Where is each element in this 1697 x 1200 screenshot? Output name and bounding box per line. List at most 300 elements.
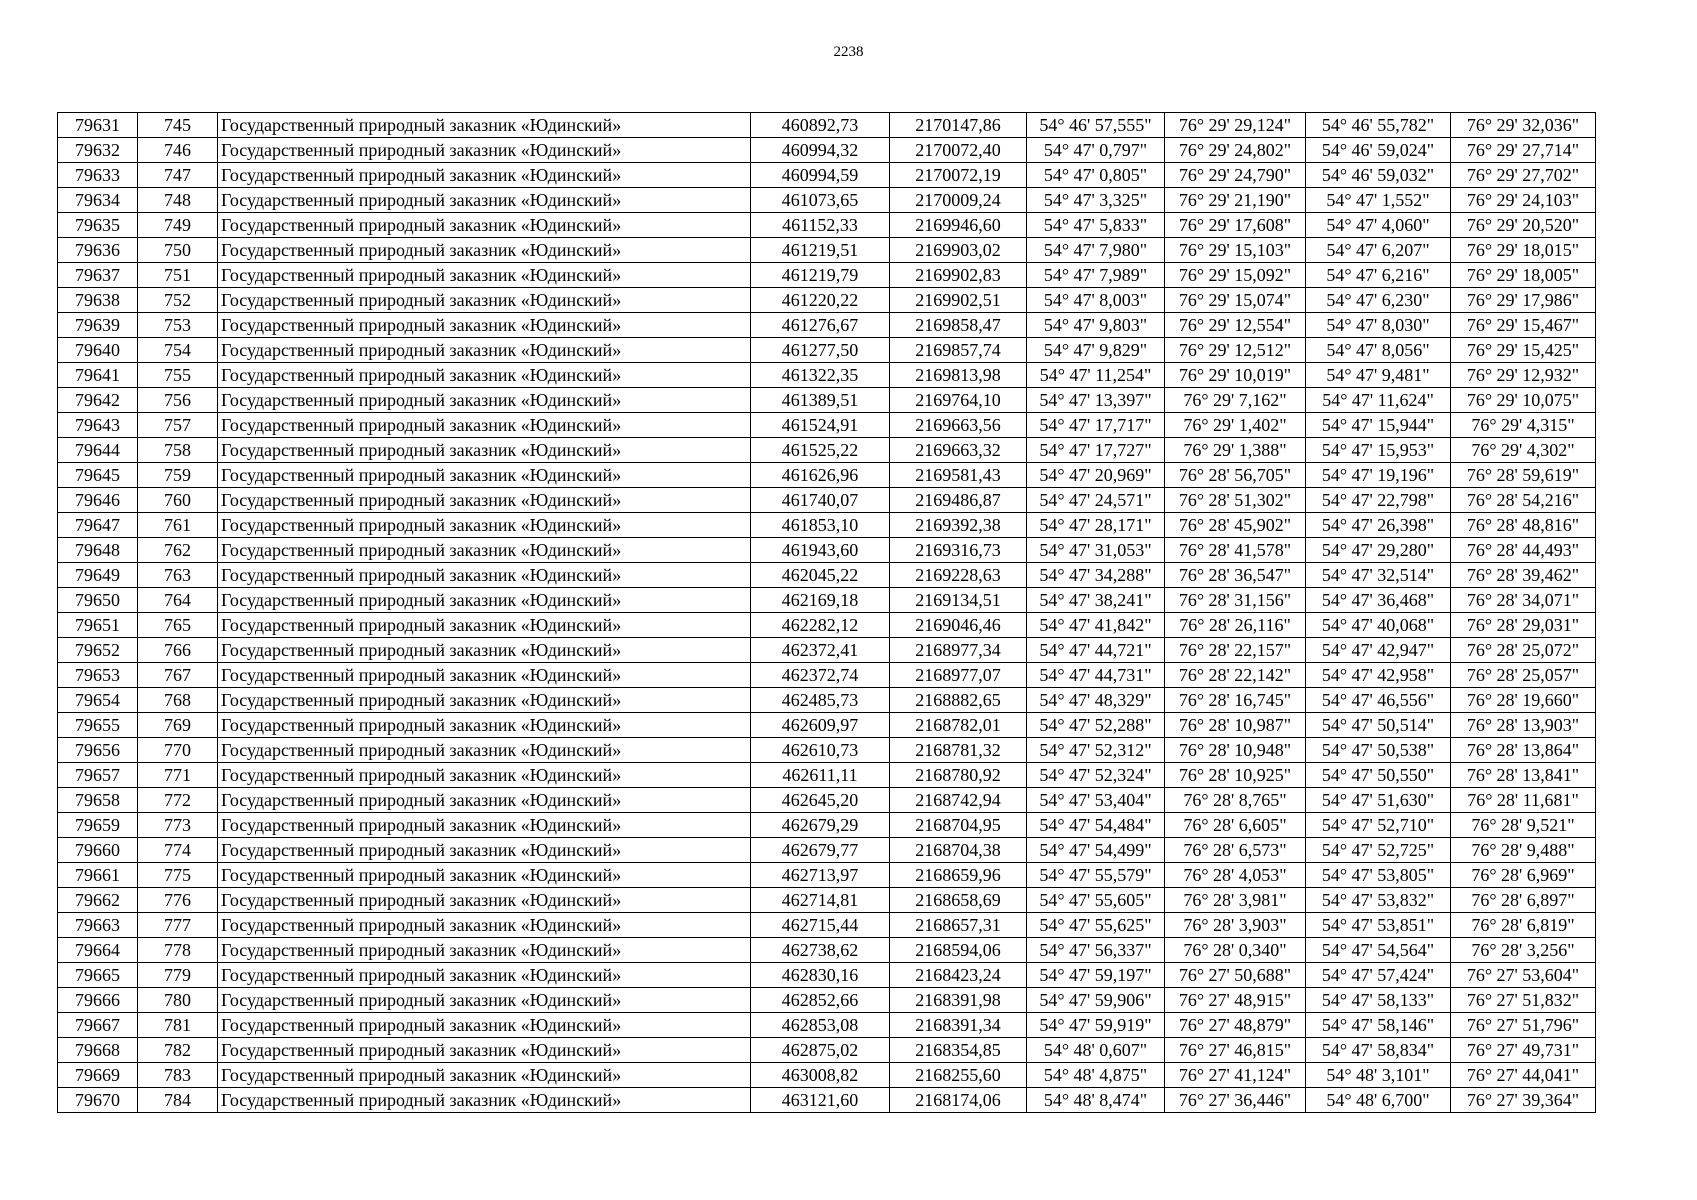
zone-name-cell: Государственный природный заказник «Юдинский» [218, 613, 751, 638]
record-id-cell: 79645 [58, 463, 138, 488]
table-row [58, 1088, 1596, 1113]
longitude-1-cell: 76° 28' 6,605" [1165, 813, 1306, 838]
longitude-2-cell: 76° 28' 19,660" [1451, 688, 1596, 713]
point-number-cell: 755 [138, 363, 218, 388]
latitude-2-cell: 54° 47' 8,056" [1306, 338, 1451, 363]
latitude-2-cell: 54° 47' 58,133" [1306, 988, 1451, 1013]
y-coordinate-cell: 2169858,47 [890, 313, 1027, 338]
table-row [58, 463, 1596, 488]
table-row [58, 1038, 1596, 1063]
longitude-1-cell: 76° 28' 26,116" [1165, 613, 1306, 638]
longitude-2-cell: 76° 27' 44,041" [1451, 1063, 1596, 1088]
x-coordinate-cell: 460892,73 [751, 113, 890, 138]
point-number-cell: 777 [138, 913, 218, 938]
longitude-1-cell: 76° 27' 48,879" [1165, 1013, 1306, 1038]
x-coordinate-cell: 462645,20 [751, 788, 890, 813]
record-id-cell: 79670 [58, 1088, 138, 1113]
longitude-1-cell: 76° 27' 46,815" [1165, 1038, 1306, 1063]
zone-name-cell: Государственный природный заказник «Юдинский» [218, 488, 751, 513]
x-coordinate-cell: 461524,91 [751, 413, 890, 438]
latitude-2-cell: 54° 46' 59,024" [1306, 138, 1451, 163]
zone-name-cell: Государственный природный заказник «Юдинский» [218, 988, 751, 1013]
zone-name-cell: Государственный природный заказник «Юдинский» [218, 213, 751, 238]
point-number-cell: 749 [138, 213, 218, 238]
record-id-cell: 79660 [58, 838, 138, 863]
longitude-1-cell: 76° 28' 51,302" [1165, 488, 1306, 513]
latitude-2-cell: 54° 47' 4,060" [1306, 213, 1451, 238]
latitude-1-cell: 54° 47' 31,053" [1027, 538, 1165, 563]
latitude-1-cell: 54° 47' 44,731" [1027, 663, 1165, 688]
latitude-1-cell: 54° 47' 59,197" [1027, 963, 1165, 988]
record-id-cell: 79668 [58, 1038, 138, 1063]
zone-name-cell: Государственный природный заказник «Юдинский» [218, 288, 751, 313]
longitude-1-cell: 76° 28' 10,987" [1165, 713, 1306, 738]
x-coordinate-cell: 462852,66 [751, 988, 890, 1013]
latitude-1-cell: 54° 47' 34,288" [1027, 563, 1165, 588]
longitude-1-cell: 76° 29' 15,074" [1165, 288, 1306, 313]
longitude-1-cell: 76° 29' 15,092" [1165, 263, 1306, 288]
latitude-1-cell: 54° 47' 55,579" [1027, 863, 1165, 888]
table-body [58, 113, 1596, 1113]
longitude-2-cell: 76° 28' 13,841" [1451, 763, 1596, 788]
latitude-1-cell: 54° 46' 57,555" [1027, 113, 1165, 138]
longitude-1-cell: 76° 28' 16,745" [1165, 688, 1306, 713]
record-id-cell: 79648 [58, 538, 138, 563]
y-coordinate-cell: 2170009,24 [890, 188, 1027, 213]
latitude-1-cell: 54° 47' 52,324" [1027, 763, 1165, 788]
longitude-2-cell: 76° 27' 51,796" [1451, 1013, 1596, 1038]
point-number-cell: 771 [138, 763, 218, 788]
x-coordinate-cell: 462679,77 [751, 838, 890, 863]
latitude-1-cell: 54° 47' 5,833" [1027, 213, 1165, 238]
y-coordinate-cell: 2168594,06 [890, 938, 1027, 963]
longitude-2-cell: 76° 29' 15,425" [1451, 338, 1596, 363]
x-coordinate-cell: 462372,74 [751, 663, 890, 688]
latitude-2-cell: 54° 47' 58,834" [1306, 1038, 1451, 1063]
latitude-1-cell: 54° 47' 8,003" [1027, 288, 1165, 313]
latitude-1-cell: 54° 47' 9,829" [1027, 338, 1165, 363]
point-number-cell: 751 [138, 263, 218, 288]
x-coordinate-cell: 461277,50 [751, 338, 890, 363]
x-coordinate-cell: 460994,59 [751, 163, 890, 188]
latitude-2-cell: 54° 47' 32,514" [1306, 563, 1451, 588]
latitude-1-cell: 54° 47' 11,254" [1027, 363, 1165, 388]
latitude-2-cell: 54° 47' 42,958" [1306, 663, 1451, 688]
latitude-2-cell: 54° 47' 36,468" [1306, 588, 1451, 613]
latitude-1-cell: 54° 47' 28,171" [1027, 513, 1165, 538]
latitude-1-cell: 54° 47' 0,805" [1027, 163, 1165, 188]
point-number-cell: 781 [138, 1013, 218, 1038]
table-row [58, 1063, 1596, 1088]
latitude-2-cell: 54° 47' 54,564" [1306, 938, 1451, 963]
y-coordinate-cell: 2168882,65 [890, 688, 1027, 713]
point-number-cell: 766 [138, 638, 218, 663]
zone-name-cell: Государственный природный заказник «Юдинский» [218, 938, 751, 963]
record-id-cell: 79642 [58, 388, 138, 413]
y-coordinate-cell: 2169663,32 [890, 438, 1027, 463]
record-id-cell: 79666 [58, 988, 138, 1013]
latitude-2-cell: 54° 47' 19,196" [1306, 463, 1451, 488]
latitude-2-cell: 54° 47' 52,725" [1306, 838, 1451, 863]
longitude-2-cell: 76° 28' 54,216" [1451, 488, 1596, 513]
table-row [58, 138, 1596, 163]
record-id-cell: 79639 [58, 313, 138, 338]
point-number-cell: 769 [138, 713, 218, 738]
x-coordinate-cell: 462609,97 [751, 713, 890, 738]
longitude-1-cell: 76° 28' 45,902" [1165, 513, 1306, 538]
zone-name-cell: Государственный природный заказник «Юдинский» [218, 388, 751, 413]
x-coordinate-cell: 461219,79 [751, 263, 890, 288]
record-id-cell: 79655 [58, 713, 138, 738]
record-id-cell: 79656 [58, 738, 138, 763]
longitude-2-cell: 76° 27' 53,604" [1451, 963, 1596, 988]
table-row [58, 938, 1596, 963]
longitude-1-cell: 76° 29' 7,162" [1165, 388, 1306, 413]
longitude-2-cell: 76° 28' 13,903" [1451, 713, 1596, 738]
y-coordinate-cell: 2169903,02 [890, 238, 1027, 263]
latitude-1-cell: 54° 47' 7,989" [1027, 263, 1165, 288]
zone-name-cell: Государственный природный заказник «Юдинский» [218, 413, 751, 438]
longitude-2-cell: 76° 29' 4,315" [1451, 413, 1596, 438]
longitude-1-cell: 76° 28' 10,925" [1165, 763, 1306, 788]
longitude-1-cell: 76° 28' 22,157" [1165, 638, 1306, 663]
record-id-cell: 79653 [58, 663, 138, 688]
y-coordinate-cell: 2169813,98 [890, 363, 1027, 388]
record-id-cell: 79665 [58, 963, 138, 988]
longitude-2-cell: 76° 28' 11,681" [1451, 788, 1596, 813]
point-number-cell: 747 [138, 163, 218, 188]
latitude-2-cell: 54° 47' 53,851" [1306, 913, 1451, 938]
longitude-1-cell: 76° 27' 41,124" [1165, 1063, 1306, 1088]
x-coordinate-cell: 461740,07 [751, 488, 890, 513]
longitude-1-cell: 76° 28' 41,578" [1165, 538, 1306, 563]
longitude-2-cell: 76° 29' 27,702" [1451, 163, 1596, 188]
longitude-2-cell: 76° 28' 9,488" [1451, 838, 1596, 863]
x-coordinate-cell: 461276,67 [751, 313, 890, 338]
latitude-2-cell: 54° 47' 29,280" [1306, 538, 1451, 563]
record-id-cell: 79643 [58, 413, 138, 438]
y-coordinate-cell: 2169902,83 [890, 263, 1027, 288]
table-row [58, 888, 1596, 913]
y-coordinate-cell: 2169486,87 [890, 488, 1027, 513]
record-id-cell: 79662 [58, 888, 138, 913]
y-coordinate-cell: 2168391,98 [890, 988, 1027, 1013]
latitude-1-cell: 54° 47' 52,288" [1027, 713, 1165, 738]
x-coordinate-cell: 463121,60 [751, 1088, 890, 1113]
x-coordinate-cell: 462610,73 [751, 738, 890, 763]
longitude-1-cell: 76° 28' 31,156" [1165, 588, 1306, 613]
latitude-2-cell: 54° 47' 8,030" [1306, 313, 1451, 338]
latitude-1-cell: 54° 48' 0,607" [1027, 1038, 1165, 1063]
point-number-cell: 774 [138, 838, 218, 863]
y-coordinate-cell: 2169764,10 [890, 388, 1027, 413]
point-number-cell: 761 [138, 513, 218, 538]
latitude-1-cell: 54° 47' 7,980" [1027, 238, 1165, 263]
latitude-1-cell: 54° 47' 9,803" [1027, 313, 1165, 338]
latitude-2-cell: 54° 47' 11,624" [1306, 388, 1451, 413]
y-coordinate-cell: 2168977,34 [890, 638, 1027, 663]
x-coordinate-cell: 462853,08 [751, 1013, 890, 1038]
x-coordinate-cell: 462714,81 [751, 888, 890, 913]
longitude-1-cell: 76° 29' 15,103" [1165, 238, 1306, 263]
record-id-cell: 79651 [58, 613, 138, 638]
latitude-2-cell: 54° 47' 40,068" [1306, 613, 1451, 638]
point-number-cell: 750 [138, 238, 218, 263]
x-coordinate-cell: 462830,16 [751, 963, 890, 988]
zone-name-cell: Государственный природный заказник «Юдинский» [218, 1088, 751, 1113]
longitude-1-cell: 76° 28' 3,903" [1165, 913, 1306, 938]
latitude-1-cell: 54° 47' 55,605" [1027, 888, 1165, 913]
x-coordinate-cell: 462679,29 [751, 813, 890, 838]
zone-name-cell: Государственный природный заказник «Юдинский» [218, 513, 751, 538]
latitude-1-cell: 54° 47' 54,484" [1027, 813, 1165, 838]
latitude-1-cell: 54° 47' 38,241" [1027, 588, 1165, 613]
x-coordinate-cell: 461322,35 [751, 363, 890, 388]
zone-name-cell: Государственный природный заказник «Юдинский» [218, 588, 751, 613]
record-id-cell: 79667 [58, 1013, 138, 1038]
latitude-1-cell: 54° 47' 59,906" [1027, 988, 1165, 1013]
zone-name-cell: Государственный природный заказник «Юдинский» [218, 763, 751, 788]
longitude-1-cell: 76° 27' 36,446" [1165, 1088, 1306, 1113]
latitude-2-cell: 54° 47' 9,481" [1306, 363, 1451, 388]
x-coordinate-cell: 462045,22 [751, 563, 890, 588]
latitude-1-cell: 54° 47' 56,337" [1027, 938, 1165, 963]
longitude-2-cell: 76° 28' 44,493" [1451, 538, 1596, 563]
table-row [58, 838, 1596, 863]
point-number-cell: 756 [138, 388, 218, 413]
longitude-1-cell: 76° 29' 12,512" [1165, 338, 1306, 363]
x-coordinate-cell: 462485,73 [751, 688, 890, 713]
longitude-2-cell: 76° 28' 9,521" [1451, 813, 1596, 838]
longitude-2-cell: 76° 28' 48,816" [1451, 513, 1596, 538]
table-row [58, 613, 1596, 638]
zone-name-cell: Государственный природный заказник «Юдинский» [218, 438, 751, 463]
latitude-2-cell: 54° 46' 59,032" [1306, 163, 1451, 188]
zone-name-cell: Государственный природный заказник «Юдинский» [218, 113, 751, 138]
latitude-1-cell: 54° 48' 8,474" [1027, 1088, 1165, 1113]
longitude-2-cell: 76° 27' 39,364" [1451, 1088, 1596, 1113]
record-id-cell: 79664 [58, 938, 138, 963]
point-number-cell: 765 [138, 613, 218, 638]
latitude-2-cell: 54° 48' 6,700" [1306, 1088, 1451, 1113]
longitude-2-cell: 76° 29' 18,015" [1451, 238, 1596, 263]
zone-name-cell: Государственный природный заказник «Юдинский» [218, 688, 751, 713]
point-number-cell: 773 [138, 813, 218, 838]
table-row [58, 988, 1596, 1013]
y-coordinate-cell: 2168780,92 [890, 763, 1027, 788]
latitude-1-cell: 54° 47' 53,404" [1027, 788, 1165, 813]
table-row [58, 963, 1596, 988]
zone-name-cell: Государственный природный заказник «Юдинский» [218, 538, 751, 563]
y-coordinate-cell: 2168423,24 [890, 963, 1027, 988]
record-id-cell: 79640 [58, 338, 138, 363]
zone-name-cell: Государственный природный заказник «Юдинский» [218, 738, 751, 763]
longitude-2-cell: 76° 29' 4,302" [1451, 438, 1596, 463]
x-coordinate-cell: 461943,60 [751, 538, 890, 563]
table-row [58, 438, 1596, 463]
zone-name-cell: Государственный природный заказник «Юдинский» [218, 163, 751, 188]
point-number-cell: 775 [138, 863, 218, 888]
record-id-cell: 79650 [58, 588, 138, 613]
point-number-cell: 748 [138, 188, 218, 213]
longitude-1-cell: 76° 29' 1,402" [1165, 413, 1306, 438]
point-number-cell: 745 [138, 113, 218, 138]
record-id-cell: 79638 [58, 288, 138, 313]
x-coordinate-cell: 462282,12 [751, 613, 890, 638]
point-number-cell: 758 [138, 438, 218, 463]
x-coordinate-cell: 462738,62 [751, 938, 890, 963]
y-coordinate-cell: 2168704,95 [890, 813, 1027, 838]
longitude-2-cell: 76° 29' 12,932" [1451, 363, 1596, 388]
point-number-cell: 754 [138, 338, 218, 363]
latitude-1-cell: 54° 47' 54,499" [1027, 838, 1165, 863]
table-row [58, 538, 1596, 563]
latitude-2-cell: 54° 47' 6,216" [1306, 263, 1451, 288]
table-row [58, 588, 1596, 613]
y-coordinate-cell: 2169663,56 [890, 413, 1027, 438]
x-coordinate-cell: 461853,10 [751, 513, 890, 538]
point-number-cell: 763 [138, 563, 218, 588]
longitude-2-cell: 76° 29' 32,036" [1451, 113, 1596, 138]
latitude-1-cell: 54° 47' 59,919" [1027, 1013, 1165, 1038]
record-id-cell: 79644 [58, 438, 138, 463]
x-coordinate-cell: 461073,65 [751, 188, 890, 213]
longitude-1-cell: 76° 29' 21,190" [1165, 188, 1306, 213]
record-id-cell: 79659 [58, 813, 138, 838]
point-number-cell: 780 [138, 988, 218, 1013]
record-id-cell: 79658 [58, 788, 138, 813]
longitude-2-cell: 76° 28' 13,864" [1451, 738, 1596, 763]
longitude-2-cell: 76° 28' 6,969" [1451, 863, 1596, 888]
table-row [58, 263, 1596, 288]
table-row [58, 1013, 1596, 1038]
latitude-1-cell: 54° 47' 44,721" [1027, 638, 1165, 663]
point-number-cell: 779 [138, 963, 218, 988]
x-coordinate-cell: 462715,44 [751, 913, 890, 938]
y-coordinate-cell: 2169316,73 [890, 538, 1027, 563]
table-row [58, 738, 1596, 763]
table-row [58, 113, 1596, 138]
latitude-1-cell: 54° 47' 17,727" [1027, 438, 1165, 463]
x-coordinate-cell: 462875,02 [751, 1038, 890, 1063]
y-coordinate-cell: 2168657,31 [890, 913, 1027, 938]
table-row [58, 313, 1596, 338]
table-row [58, 338, 1596, 363]
y-coordinate-cell: 2169946,60 [890, 213, 1027, 238]
longitude-1-cell: 76° 28' 8,765" [1165, 788, 1306, 813]
record-id-cell: 79661 [58, 863, 138, 888]
longitude-1-cell: 76° 28' 6,573" [1165, 838, 1306, 863]
table-row [58, 563, 1596, 588]
table-row [58, 863, 1596, 888]
longitude-1-cell: 76° 29' 12,554" [1165, 313, 1306, 338]
table-row [58, 713, 1596, 738]
longitude-2-cell: 76° 29' 10,075" [1451, 388, 1596, 413]
x-coordinate-cell: 462611,11 [751, 763, 890, 788]
x-coordinate-cell: 461525,22 [751, 438, 890, 463]
longitude-1-cell: 76° 28' 10,948" [1165, 738, 1306, 763]
latitude-2-cell: 54° 47' 53,832" [1306, 888, 1451, 913]
y-coordinate-cell: 2170072,19 [890, 163, 1027, 188]
record-id-cell: 79649 [58, 563, 138, 588]
y-coordinate-cell: 2168659,96 [890, 863, 1027, 888]
table-row [58, 413, 1596, 438]
x-coordinate-cell: 461219,51 [751, 238, 890, 263]
longitude-2-cell: 76° 28' 25,072" [1451, 638, 1596, 663]
zone-name-cell: Государственный природный заказник «Юдинский» [218, 138, 751, 163]
coordinates-table [57, 112, 1596, 1113]
record-id-cell: 79657 [58, 763, 138, 788]
latitude-2-cell: 54° 47' 15,944" [1306, 413, 1451, 438]
zone-name-cell: Государственный природный заказник «Юдинский» [218, 813, 751, 838]
table-row [58, 763, 1596, 788]
y-coordinate-cell: 2168354,85 [890, 1038, 1027, 1063]
y-coordinate-cell: 2168742,94 [890, 788, 1027, 813]
point-number-cell: 783 [138, 1063, 218, 1088]
x-coordinate-cell: 462713,97 [751, 863, 890, 888]
latitude-1-cell: 54° 47' 55,625" [1027, 913, 1165, 938]
zone-name-cell: Государственный природный заказник «Юдинский» [218, 1038, 751, 1063]
latitude-2-cell: 54° 47' 57,424" [1306, 963, 1451, 988]
point-number-cell: 782 [138, 1038, 218, 1063]
longitude-2-cell: 76° 29' 27,714" [1451, 138, 1596, 163]
latitude-1-cell: 54° 47' 0,797" [1027, 138, 1165, 163]
table-row [58, 788, 1596, 813]
longitude-2-cell: 76° 27' 51,832" [1451, 988, 1596, 1013]
y-coordinate-cell: 2168255,60 [890, 1063, 1027, 1088]
latitude-2-cell: 54° 47' 58,146" [1306, 1013, 1451, 1038]
y-coordinate-cell: 2168658,69 [890, 888, 1027, 913]
y-coordinate-cell: 2170147,86 [890, 113, 1027, 138]
point-number-cell: 770 [138, 738, 218, 763]
zone-name-cell: Государственный природный заказник «Юдинский» [218, 238, 751, 263]
longitude-2-cell: 76° 28' 25,057" [1451, 663, 1596, 688]
y-coordinate-cell: 2168782,01 [890, 713, 1027, 738]
y-coordinate-cell: 2168174,06 [890, 1088, 1027, 1113]
y-coordinate-cell: 2170072,40 [890, 138, 1027, 163]
record-id-cell: 79634 [58, 188, 138, 213]
latitude-2-cell: 54° 47' 50,538" [1306, 738, 1451, 763]
record-id-cell: 79633 [58, 163, 138, 188]
point-number-cell: 772 [138, 788, 218, 813]
latitude-2-cell: 54° 47' 52,710" [1306, 813, 1451, 838]
table-row [58, 163, 1596, 188]
y-coordinate-cell: 2169392,38 [890, 513, 1027, 538]
record-id-cell: 79663 [58, 913, 138, 938]
record-id-cell: 79641 [58, 363, 138, 388]
zone-name-cell: Государственный природный заказник «Юдинский» [218, 638, 751, 663]
latitude-1-cell: 54° 47' 41,842" [1027, 613, 1165, 638]
point-number-cell: 757 [138, 413, 218, 438]
latitude-2-cell: 54° 46' 55,782" [1306, 113, 1451, 138]
longitude-2-cell: 76° 28' 6,897" [1451, 888, 1596, 913]
longitude-2-cell: 76° 29' 24,103" [1451, 188, 1596, 213]
latitude-1-cell: 54° 48' 4,875" [1027, 1063, 1165, 1088]
latitude-2-cell: 54° 47' 51,630" [1306, 788, 1451, 813]
longitude-2-cell: 76° 28' 59,619" [1451, 463, 1596, 488]
latitude-1-cell: 54° 47' 48,329" [1027, 688, 1165, 713]
record-id-cell: 79632 [58, 138, 138, 163]
y-coordinate-cell: 2169134,51 [890, 588, 1027, 613]
zone-name-cell: Государственный природный заказник «Юдинский» [218, 888, 751, 913]
table-row [58, 488, 1596, 513]
latitude-2-cell: 54° 47' 15,953" [1306, 438, 1451, 463]
record-id-cell: 79669 [58, 1063, 138, 1088]
record-id-cell: 79647 [58, 513, 138, 538]
y-coordinate-cell: 2169228,63 [890, 563, 1027, 588]
point-number-cell: 760 [138, 488, 218, 513]
x-coordinate-cell: 460994,32 [751, 138, 890, 163]
